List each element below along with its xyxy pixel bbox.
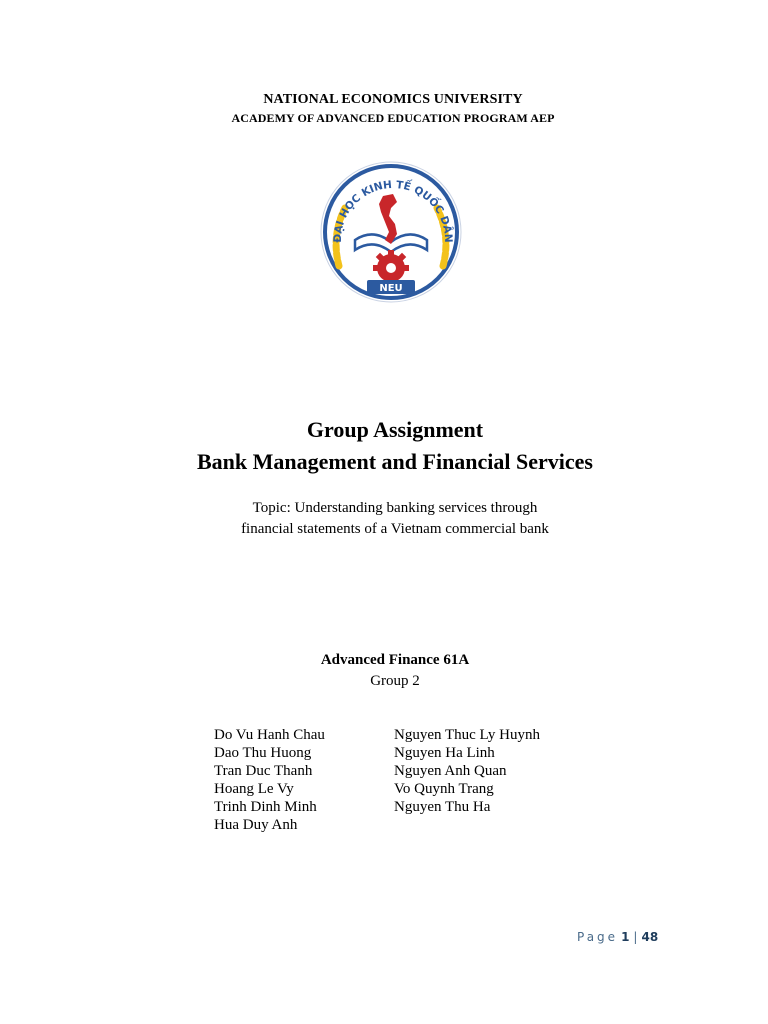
current-page-number: 1	[621, 930, 630, 944]
neu-badge-text: NEU	[379, 283, 403, 294]
university-logo	[319, 156, 463, 304]
members-list-right	[394, 726, 540, 816]
group-name: Group 2	[370, 673, 420, 689]
academy-name: ACADEMY OF ADVANCED EDUCATION PROGRAM AEP	[231, 111, 555, 125]
topic-line-2: financial statements of a Vietnam commercial bank	[241, 521, 549, 537]
member-name: Nguyen Ha Linh	[394, 745, 495, 761]
total-pages: 48	[641, 930, 659, 944]
member-name: Hua Duy Anh	[214, 817, 298, 833]
university-name: NATIONAL ECONOMICS UNIVERSITY	[263, 92, 523, 107]
member-name: Tran Duc Thanh	[214, 763, 313, 779]
class-name: Advanced Finance 61A	[320, 652, 470, 668]
members-list-left	[214, 726, 325, 834]
page-label: Page	[577, 930, 619, 944]
member-name: Nguyen Thu Ha	[394, 799, 491, 815]
member-name: Trinh Dinh Minh	[214, 799, 317, 815]
page-separator: |	[633, 930, 638, 944]
member-name: Hoang Le Vy	[214, 781, 294, 797]
member-name: Dao Thu Huong	[214, 745, 312, 761]
member-name: Nguyen Thuc Ly Huynh	[394, 727, 540, 743]
member-name: Do Vu Hanh Chau	[214, 727, 325, 743]
topic-line-1: Topic: Understanding banking services through	[252, 500, 538, 516]
assignment-title: Group Assignment	[306, 417, 484, 442]
member-name: Vo Quynh Trang	[394, 781, 494, 797]
logo-arc-text: ĐẠI HỌC KINH TẾ QUỐC DÂN	[331, 178, 455, 243]
course-title: Bank Management and Financial Services	[196, 449, 593, 474]
page-footer	[577, 930, 658, 944]
member-name: Nguyen Anh Quan	[394, 763, 507, 779]
